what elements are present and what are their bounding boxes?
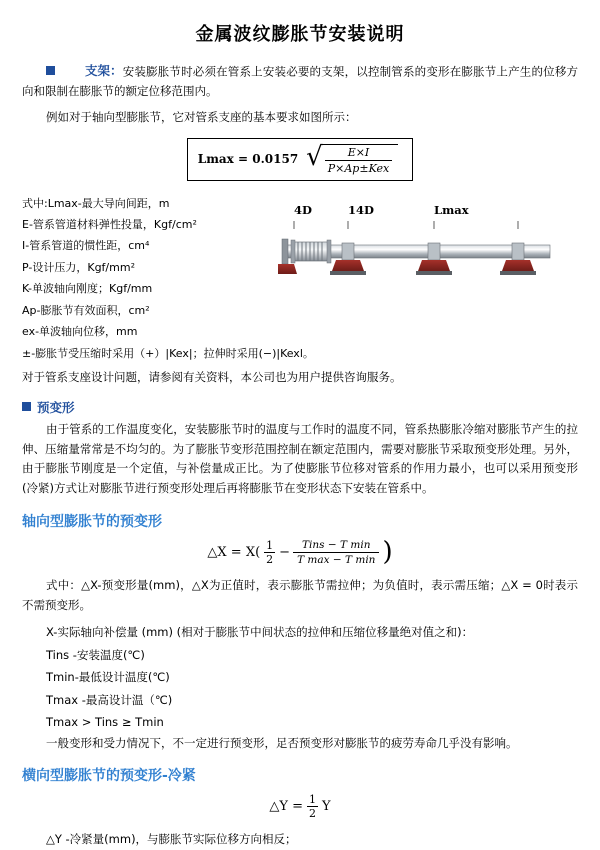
pipe-diagram-svg <box>278 219 558 291</box>
support-example-line: 例如对于轴向型膨胀节，它对管系支座的基本要求如图所示： <box>46 109 357 124</box>
axial-formula-rhs: ) <box>382 537 393 568</box>
support-intro-paragraph <box>22 60 578 102</box>
pipe-support-figure <box>272 193 578 291</box>
page-title: 金属波纹膨胀节安装说明 <box>195 24 405 45</box>
lmax-formula <box>22 138 578 181</box>
figure-label-14d: 14D <box>348 202 374 217</box>
predeform-paragraph: 由于管系的工作温度变化，安装膨胀节时的温度与工作时的温度不同，管系热膨胀冷缩对膨胀节产生的拉伸、压缩量常常是不均匀的。为了膨胀节变形范围控制在额定范围内，需要对膨胀节采取预变形处理。另外，由于膨胀节刚度是一个定值，与补偿量成正比。为了使膨胀节位移对管系的作用力最小，也可以采用预变形(冷紧)方式让对膨胀节进行预变形处理后再将膨胀节在变形状态下安装在管系中。 <box>22 421 578 496</box>
lateral-formula-rhs: Y <box>322 799 331 815</box>
axial-formula-half <box>264 539 275 566</box>
figure-label-4d: 4D <box>294 202 312 217</box>
lmax-formula-lhs: Lmax = 0.0157 <box>197 152 299 167</box>
lateral-half-numerator: 1 <box>309 793 316 807</box>
lateral-explain-paragraph: △Y -冷紧量(mm)，与膨胀节实际位移方向相反； <box>46 832 297 847</box>
axial-formula-expression <box>207 539 392 566</box>
axial-formula-fraction <box>293 539 379 566</box>
blue-square-icon <box>46 66 55 75</box>
sqrt-content <box>321 144 398 175</box>
legend-item: Ap-膨胀节有效面积，cm² <box>22 303 150 317</box>
legend-item: K-单波轴向刚度；Kgf/mm <box>22 282 153 296</box>
axial-formula <box>22 539 578 566</box>
legend-and-figure <box>22 193 578 365</box>
axial-item: Tins -安装温度(℃) <box>46 647 145 662</box>
lateral-formula <box>22 793 578 820</box>
legend-item: 式中:Lmax-最大导向间距，m <box>22 196 170 210</box>
axial-half-numerator: 1 <box>266 538 274 552</box>
section-heading-predeform <box>22 398 578 416</box>
figure-label-lmax: Lmax <box>434 202 469 217</box>
support-closing-line: 对于管系支座设计问题，请参阅有关资料，本公司也为用户提供咨询服务。 <box>22 370 402 385</box>
lmax-formula-box <box>187 138 413 181</box>
legend-item: P-设计压力，Kgf/mm² <box>22 260 135 274</box>
lmax-fraction-denominator: P×Ap±Kex <box>325 160 392 175</box>
axial-formula-lhs: △X = X( <box>207 544 261 560</box>
legend-item: ±-膨胀节受压缩时采用（+）|Kex|；拉伸时采用(−)|Kexl。 <box>22 346 314 360</box>
lmax-fraction <box>325 146 392 175</box>
section-heading-predeform-label: 预变形 <box>37 399 75 415</box>
axial-explain-paragraph: 式中：△X-预变形量(mm)，△X为正值时，表示膨胀节需拉伸；为负值时，表示需压缩；△X = 0时表示不需预变形。 <box>22 577 578 612</box>
support-intro-text: 安装膨胀节时必须在管系上安装必要的支架，以控制管系的变形在膨胀节上产生的位移方向和限制在膨胀节的额定位移范围内。 <box>22 64 578 99</box>
axial-item: X-实际轴向补偿量 (mm) (相对于膨胀节中间状态的拉伸和压缩位移量绝对值之和)： <box>46 625 474 640</box>
legend-item: I-管系管道的惯性距，cm⁴ <box>22 239 150 253</box>
axial-item: Tmax > Tins ≥ Tmin <box>46 715 164 730</box>
axial-item: Tmax -最高设计温（℃) <box>46 692 173 707</box>
legend-item: ex-单波轴向位移，mm <box>22 325 138 339</box>
axial-fraction-numerator: Tins − T min <box>302 538 371 551</box>
figure-dimension-labels <box>278 203 578 217</box>
blue-square-icon <box>22 402 31 411</box>
lateral-formula-half <box>307 793 318 820</box>
axial-fraction-denominator: T max − T min <box>293 552 379 566</box>
axial-formula-minus: − <box>279 544 291 560</box>
subsection-heading-lateral: 横向型膨胀节的预变形-冷紧 <box>22 768 196 785</box>
axial-item: Tmin-最低设计温度(℃) <box>46 670 170 685</box>
axial-half-denominator: 2 <box>266 552 274 566</box>
lateral-half-denominator: 2 <box>309 807 316 821</box>
axial-closing-paragraph: 一般变形和受力情况下，不一定进行预变形，足否预变形对膨胀节的疲劳寿命几乎没有影响。 <box>46 735 518 750</box>
lateral-formula-lhs: △Y = <box>269 799 303 815</box>
legend-item: E-管系管道材料弹性投量，Kgf/cm² <box>22 217 197 231</box>
lateral-formula-expression <box>269 793 330 820</box>
lmax-fraction-numerator: E×I <box>347 145 370 159</box>
sqrt-icon: √ <box>306 141 323 172</box>
sqrt-group <box>306 141 398 175</box>
section-heading-support-label: 支架： <box>85 63 123 78</box>
subsection-heading-axial: 轴向型膨胀节的预变形 <box>22 513 162 530</box>
section-heading-support <box>46 60 123 82</box>
